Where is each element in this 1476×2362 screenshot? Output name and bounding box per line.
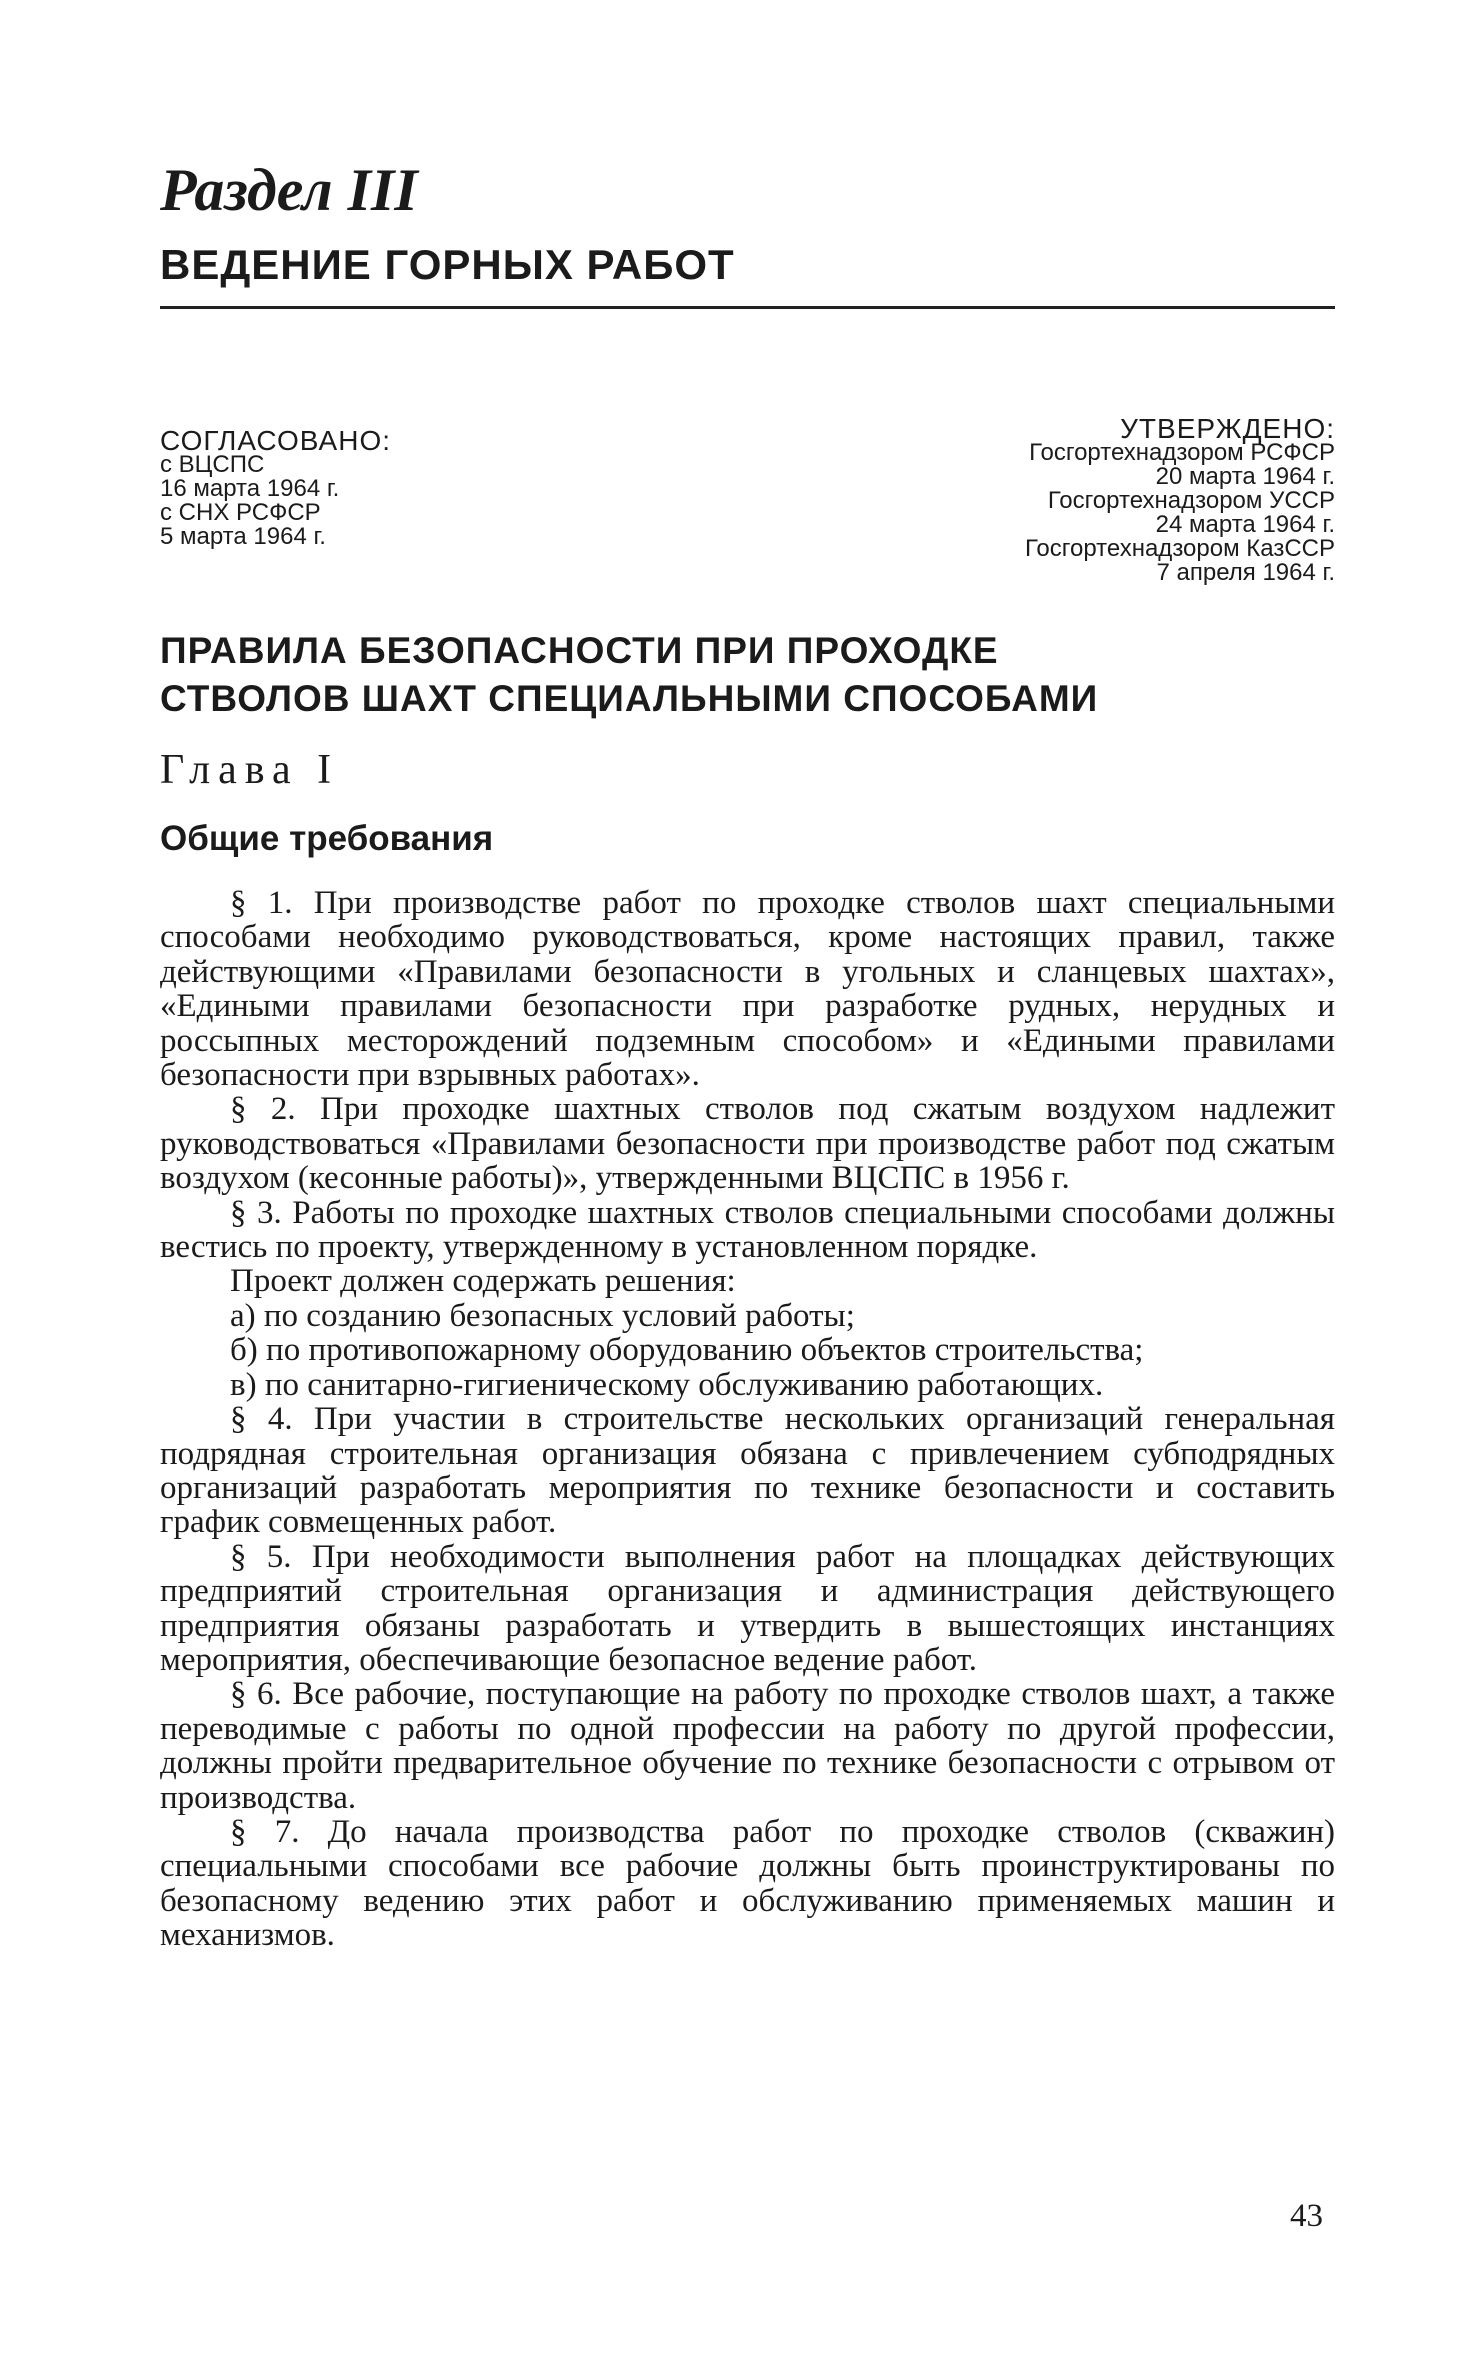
document-title-line: СТВОЛОВ ШАХТ СПЕЦИАЛЬНЫМИ СПОСОБАМИ (160, 678, 1099, 719)
approvals-block (160, 413, 1335, 609)
chapter-title: Общие требования (160, 819, 494, 858)
agreed-heading: СОГЛАСОВАНО: (160, 425, 391, 456)
agreed-line: 5 марта 1964 г. (160, 523, 326, 550)
paragraph-1: § 1. При производстве работ по проходке стволов шахт специальными способами необходимо руководствоваться, кроме настоящих правил, также действующими «Правилами безопасности в угольных и сланцевых шахтах», «Едиными правилами безопасности при разработке рудных, нерудных и россыпных месторождений подземным способом» и «Едиными правилами безопасности при взрывных работах». (160, 885, 1335, 1094)
agreed-line: с ВЦСПС (160, 451, 265, 478)
paragraph-3: § 3. Работы по проходке шахтных стволов специальными способами должны вестись по проекту, утвержденному в установленном порядке. (160, 1194, 1335, 1266)
agreed-line: 16 марта 1964 г. (160, 475, 340, 502)
approved-heading: УТВЕРЖДЕНО: (1120, 413, 1335, 444)
agreed-line: с СНХ РСФСР (160, 499, 321, 526)
list-item-a: а) по созданию безопасных условий работы; (230, 1297, 855, 1334)
section-divider (160, 306, 1335, 309)
approved-line: Госгортехнадзором РСФСР (1029, 439, 1335, 466)
list-item-c: в) по санитарно-гигиеническому обслуживанию работающих. (230, 1366, 1104, 1403)
approved-line: 20 марта 1964 г. (1155, 463, 1335, 490)
paragraph-project: Проект должен содержать решения: (230, 1263, 736, 1300)
paragraph-5: § 5. При необходимости выполнения работ на площадках действующих предприятий строительная организация и администрация действующего предприятия обязаны разработать и утвердить в вышестоящих инстанциях мероприятия, обеспечивающие безопасное ведение работ. (160, 1538, 1335, 1678)
paragraph-4: § 4. При участии в строительстве нескольких организаций генеральная подрядная строительная организация обязана с привлечением субподрядных организаций разработать мероприятия по технике безопасности и составить график совмещенных работ. (160, 1401, 1335, 1541)
approved-line: 7 апреля 1964 г. (1156, 559, 1335, 586)
document-title (160, 627, 1335, 723)
approved-line: 24 марта 1964 г. (1155, 511, 1335, 538)
agreed-block (160, 425, 391, 550)
approved-block (1025, 413, 1335, 586)
paragraph-2: § 2. При проходке шахтных стволов под сжатым воздухом надлежит руководствоваться «Правилами безопасности при производстве работ под сжатым воздухом (кесонные работы)», утвержденными ВЦСПС в 1956 г. (160, 1091, 1335, 1197)
body-text (160, 886, 1335, 1953)
approved-line: Госгортехнадзором КазССР (1025, 535, 1335, 562)
document-page (160, 157, 1335, 1954)
page-number: 43 (1290, 2198, 1323, 2234)
document-title-line: ПРАВИЛА БЕЗОПАСНОСТИ ПРИ ПРОХОДКЕ (160, 630, 999, 671)
chapter-label: Глава I (160, 747, 340, 793)
section-label: Раздел III (160, 157, 418, 223)
paragraph-6: § 6. Все рабочие, поступающие на работу по проходке стволов шахт, а также переводимые с работы по одной профессии на работу по другой профессии, должны пройти предварительное обучение по технике безопасности с отрывом от производства. (160, 1676, 1335, 1816)
section-title: ВЕДЕНИЕ ГОРНЫХ РАБОТ (160, 241, 735, 288)
approved-line: Госгортехнадзором УССР (1047, 487, 1335, 514)
list-item-b: б) по противопожарному оборудованию объектов строительства; (230, 1332, 1144, 1369)
paragraph-7: § 7. До начала производства работ по проходке стволов (скважин) специальными способами все рабочие должны быть проинструктированы по безопасному ведению этих работ и обслуживанию применяемых машин и механизмов. (160, 1813, 1335, 1954)
